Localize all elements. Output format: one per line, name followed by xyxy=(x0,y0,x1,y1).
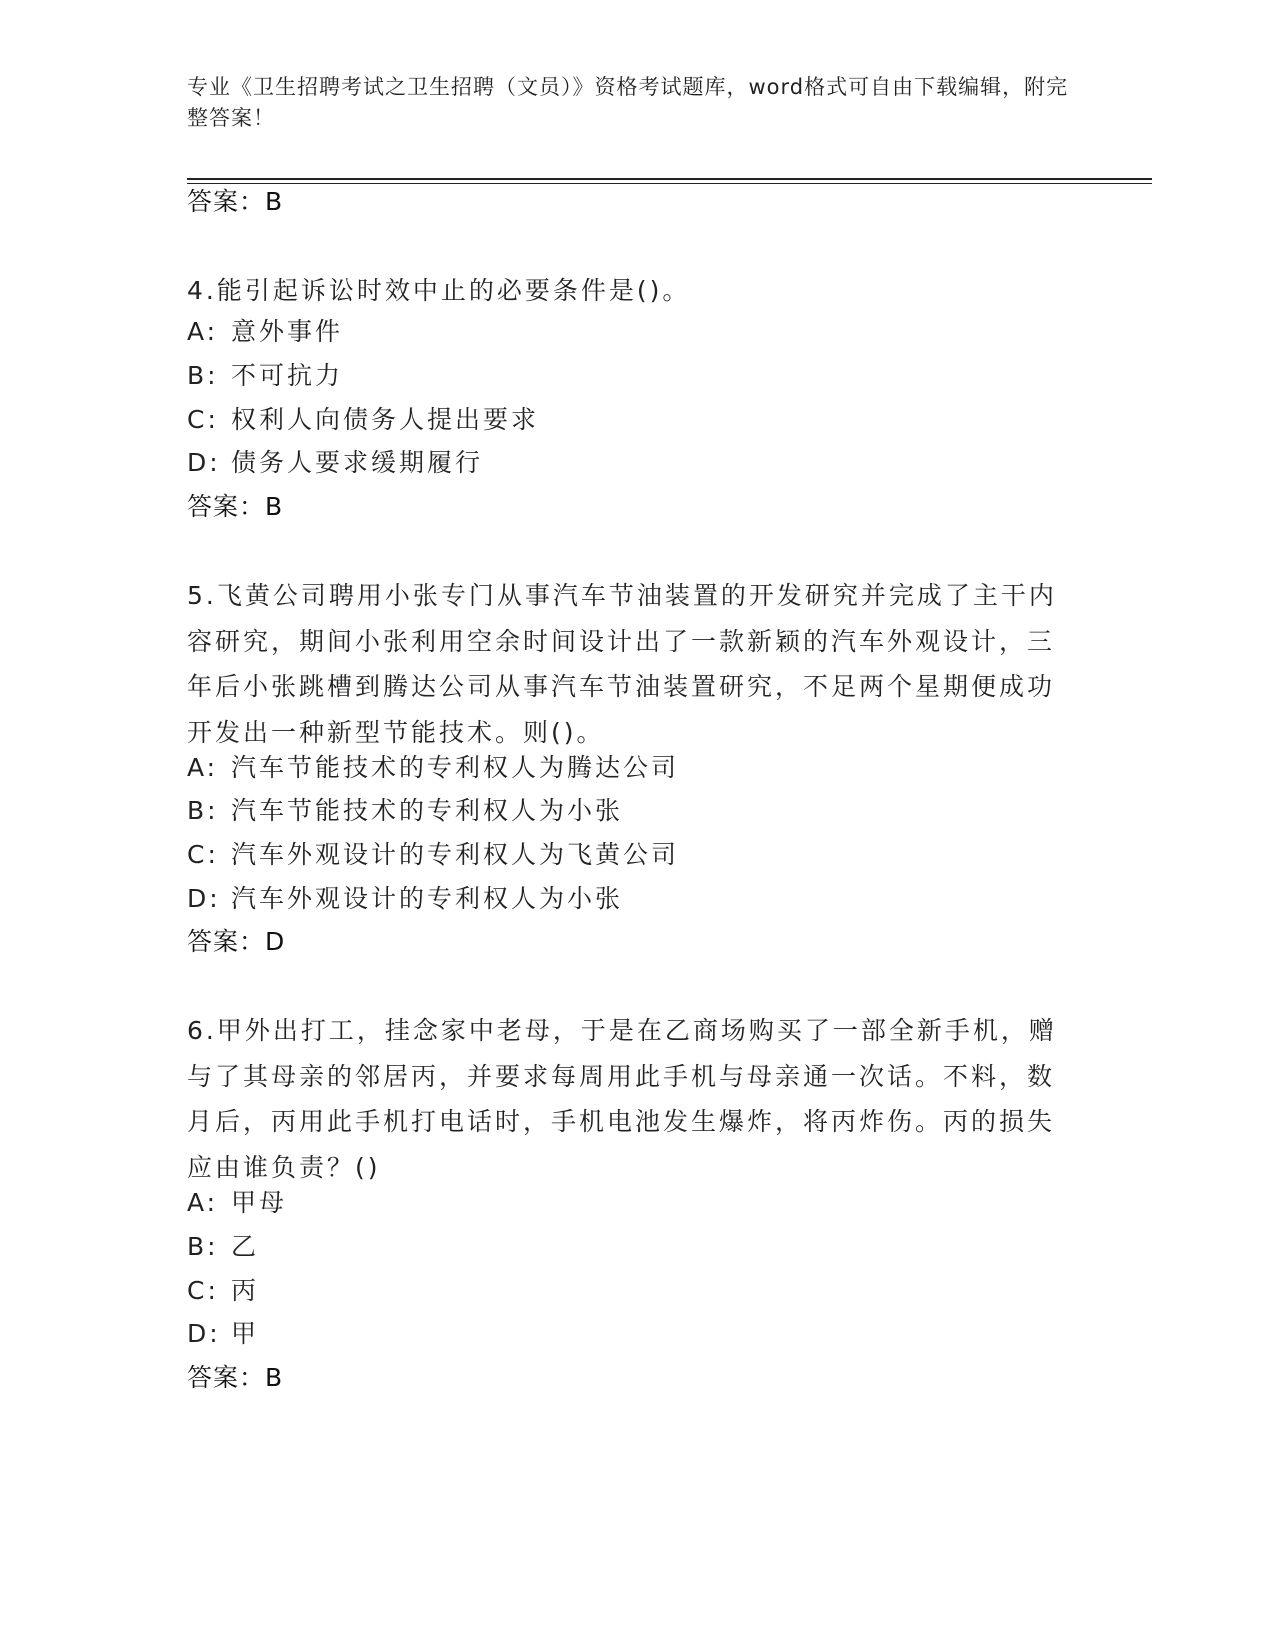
option-letter: B: xyxy=(187,796,219,825)
option-text: 甲 xyxy=(231,1319,260,1348)
answer-q6: 答案：B xyxy=(187,1363,284,1392)
question-5-option-d xyxy=(187,883,623,915)
question-4-option-c xyxy=(187,404,539,436)
option-letter: B: xyxy=(187,1232,219,1261)
document-header-note: 专业《卫生招聘考试之卫生招聘（文员）》资格考试题库，word格式可自由下载编辑，附完整答案！ xyxy=(187,75,1069,130)
option-text: 意外事件 xyxy=(231,317,344,346)
question-5-option-a xyxy=(187,752,679,784)
question-4-option-b xyxy=(187,360,343,392)
option-letter: C: xyxy=(187,1276,219,1305)
question-6-option-a xyxy=(187,1187,287,1219)
option-text: 丙 xyxy=(231,1276,260,1305)
header-divider-thick xyxy=(187,178,1152,180)
answer-q4: 答案：B xyxy=(187,492,284,521)
question-6-option-b xyxy=(187,1231,259,1263)
option-letter: A: xyxy=(187,753,219,782)
question-6-option-d xyxy=(187,1318,259,1350)
option-text: 汽车节能技术的专利权人为小张 xyxy=(231,796,624,825)
question-4-text: 4.能引起诉讼时效中止的必要条件是()。 xyxy=(187,276,691,305)
option-text: 乙 xyxy=(231,1232,260,1261)
answer-q3: 答案：B xyxy=(187,187,284,216)
option-letter: D: xyxy=(187,884,221,913)
question-6-option-c xyxy=(187,1275,259,1307)
option-text: 汽车外观设计的专利权人为飞黄公司 xyxy=(231,840,680,869)
option-letter: D: xyxy=(187,1319,221,1348)
option-text: 债务人要求缓期履行 xyxy=(231,448,484,477)
question-4-option-a xyxy=(187,316,343,348)
answer-q5: 答案：D xyxy=(187,927,286,956)
option-letter: A: xyxy=(187,317,219,346)
header-divider-thin xyxy=(187,183,1152,184)
option-letter: D: xyxy=(187,448,221,477)
option-letter: C: xyxy=(187,840,219,869)
question-5-option-c xyxy=(187,839,679,871)
question-5-text: 5.飞黄公司聘用小张专门从事汽车节油装置的开发研究并完成了主干内容研究，期间小张利用空余时间设计出了一款新颖的汽车外观设计，三年后小张跳槽到腾达公司从事汽车节油装置研究，不足两个星期便成功开发出一种新型节能技术。则()。 xyxy=(187,581,1057,747)
question-5-option-b xyxy=(187,795,623,827)
option-letter: B: xyxy=(187,361,219,390)
option-text: 权利人向债务人提出要求 xyxy=(231,405,540,434)
option-letter: C: xyxy=(187,405,219,434)
option-text: 不可抗力 xyxy=(231,361,344,390)
question-6-text: 6.甲外出打工，挂念家中老母，于是在乙商场购买了一部全新手机，赠与了其母亲的邻居丙，并要求每周用此手机与母亲通一次话。不料，数月后，丙用此手机打电话时，手机电池发生爆炸，将丙炸伤。丙的损失应由谁负责？() xyxy=(187,1016,1057,1182)
option-text: 甲母 xyxy=(231,1188,288,1217)
option-text: 汽车节能技术的专利权人为腾达公司 xyxy=(231,753,680,782)
option-text: 汽车外观设计的专利权人为小张 xyxy=(231,884,624,913)
option-letter: A: xyxy=(187,1188,219,1217)
question-4-option-d xyxy=(187,447,483,479)
